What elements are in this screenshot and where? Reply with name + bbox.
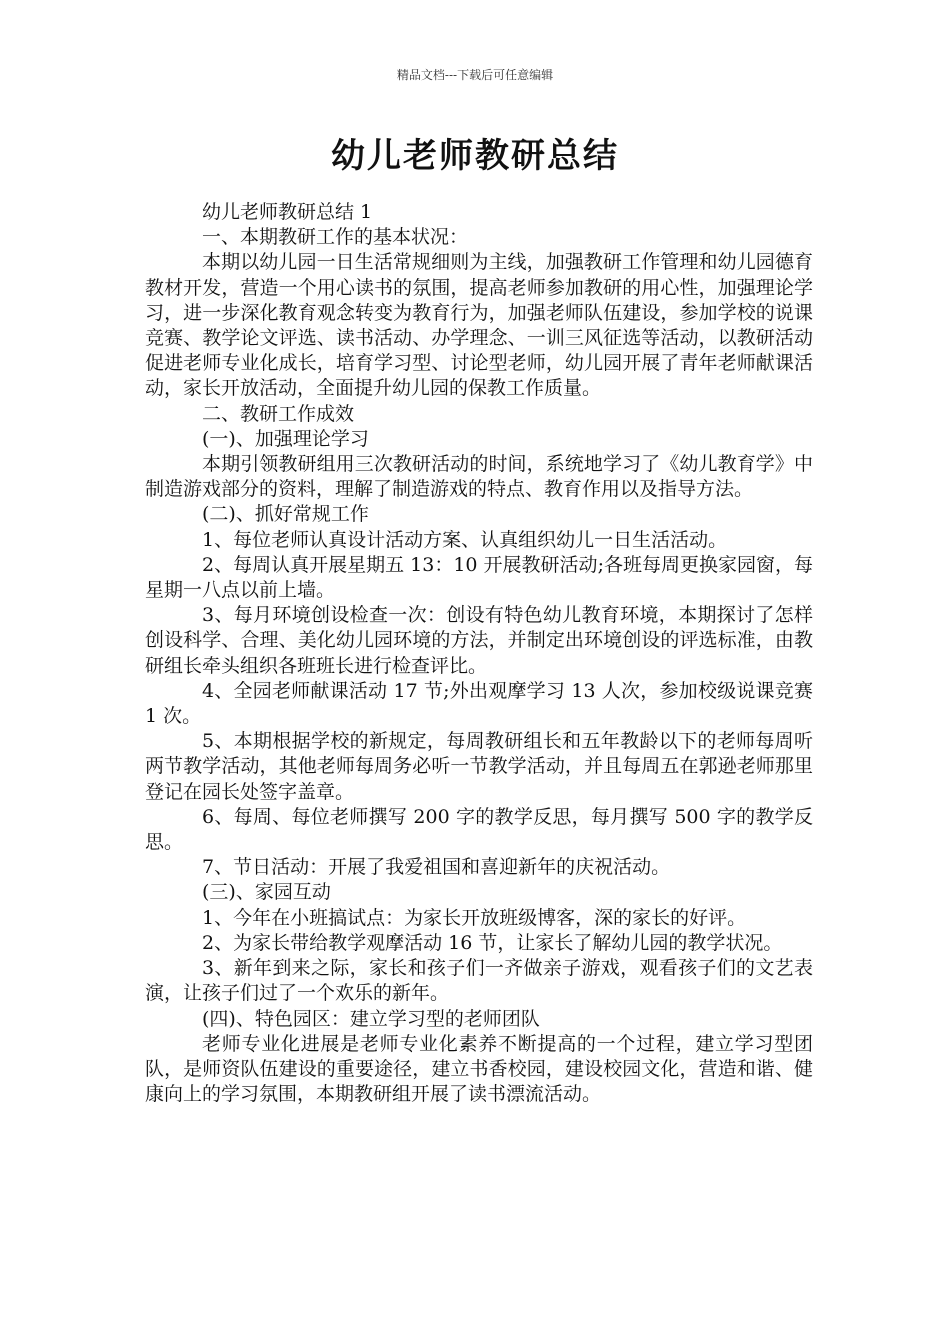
section-heading: 二、教研工作成效: [202, 402, 355, 425]
subsection-heading: (四)、特色园区：建立学习型的老师团队: [202, 1007, 540, 1030]
list-item: 6、每周、每位老师撰写 200 字的教学反思，每月撰写 500 字的教学反思。: [145, 805, 813, 854]
paragraph: 本期引领教研组用三次教研活动的时间，系统地学习了《幼儿教育学》中制造游戏部分的资料，理解了制造游戏的特点、教育作用以及指导方法。: [145, 453, 813, 501]
list-item: 7、节日活动：开展了我爱祖国和喜迎新年的庆祝活动。: [202, 856, 671, 879]
section-heading: 一、本期教研工作的基本状况：: [202, 226, 469, 249]
list-item: 3、新年到来之际，家长和孩子们一齐做亲子游戏，观看孩子们的文艺表演，让孩子们过了一个欢乐的新年。: [145, 957, 813, 1005]
page-header: 精品文档---下载后可任意编辑: [396, 68, 554, 82]
list-item: 5、本期根据学校的新规定，每周教研组长和五年教龄以下的老师每周听两节教学活动，其他老师每周务必听一节教学活动，并且每周五在郭逊老师那里登记在园长处签字盖章。: [145, 730, 813, 803]
paragraph: 幼儿老师教研总结 1: [202, 201, 373, 223]
document-body: [145, 200, 813, 1107]
subsection-heading: (三)、家园互动: [202, 881, 331, 904]
paragraph: 老师专业化进展是老师专业化素养不断提高的一个过程，建立学习型团队，是师资队伍建设的重要途径，建立书香校园，建设校园文化，营造和谐、健康向上的学习氛围，本期教研组开展了读书漂流活动。: [145, 1032, 813, 1106]
list-item: 2、为家长带给教学观摩活动 16 节，让家长了解幼儿园的教学状况。: [202, 931, 783, 954]
list-item: 2、每周认真开展星期五 13：10 开展教研活动;各班每周更换家园窗，每星期一八点以前上墙。: [145, 553, 813, 602]
subsection-heading: (二)、抓好常规工作: [202, 503, 369, 526]
document-title: 幼儿老师教研总结: [331, 136, 619, 176]
list-item: 4、全园老师献课活动 17 节;外出观摩学习 13 人次，参加校级说课竞赛 1 次。: [145, 679, 813, 728]
paragraph: 本期以幼儿园一日生活常规细则为主线，加强教研工作管理和幼儿园德育教材开发，营造一个用心读书的氛围，提高老师参加教研的用心性，加强理论学习，进一步深化教育观念转变为教育行为，加强老师队伍建设，参加学校的说课竞赛、教学论文评选、读书活动、办学理念、一训三风征选等活动，以教研活动促进老师专业化成长，培育学习型、讨论型老师，幼儿园开展了青年老师献课活动，家长开放活动，全面提升幼儿园的保教工作质量。: [145, 251, 813, 400]
subsection-heading: (一)、加强理论学习: [202, 427, 369, 450]
list-item: 3、每月环境创设检查一次：创设有特色幼儿教育环境，本期探讨了怎样创设科学、合理、美化幼儿园环境的方法，并制定出环境创设的评选标准，由教研组长牵头组织各班班长进行检查评比。: [145, 604, 813, 677]
list-item: 1、每位老师认真设计活动方案、认真组织幼儿一日生活活动。: [202, 528, 728, 551]
list-item: 1、今年在小班搞试点：为家长开放班级博客，深的家长的好评。: [202, 906, 747, 929]
